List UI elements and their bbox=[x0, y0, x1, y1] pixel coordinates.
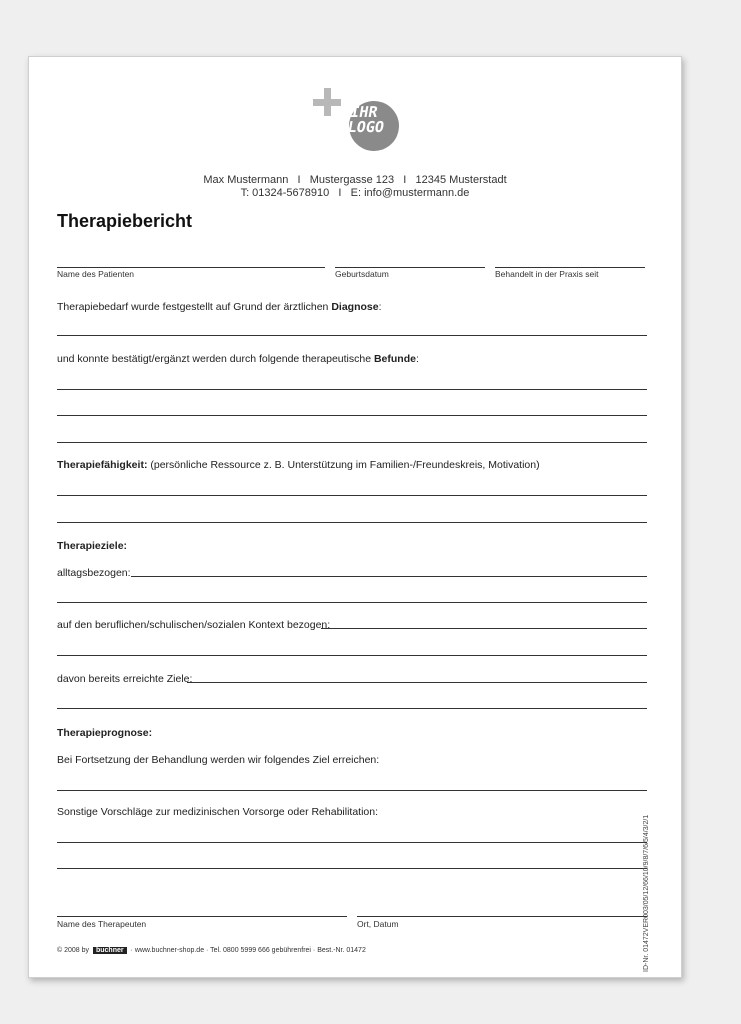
birthdate-line[interactable] bbox=[335, 267, 485, 268]
treated-since-label: Behandelt in der Praxis seit bbox=[495, 269, 599, 279]
header-contact: T: 01324-5678910 I E: info@mustermann.de bbox=[240, 187, 470, 199]
footer-copyright: © 2008 by bbox=[57, 947, 90, 954]
diagnose-suffix: : bbox=[378, 301, 382, 313]
footer-info: · www.buchner-shop.de · Tel. 0800 5999 666 gebührenfrei · Best.-Nr. 01472 bbox=[130, 947, 366, 954]
faehigkeit-text: (persönliche Ressource z. B. Unterstützung im Familien-/Freundeskreis, Motivation) bbox=[147, 459, 540, 471]
treated-since-line[interactable] bbox=[495, 267, 645, 268]
befunde-label bbox=[57, 353, 419, 365]
ziele-heading: Therapieziele: bbox=[57, 540, 128, 552]
vorschlaege-line-2[interactable] bbox=[57, 868, 647, 869]
faehigkeit-bold: Therapiefähigkeit: bbox=[57, 459, 148, 471]
header-address: Max Mustermann I Mustergasse 123 I 12345 Musterstadt bbox=[203, 174, 507, 186]
place-date-line[interactable] bbox=[357, 916, 647, 917]
vorschlaege-label: Sonstige Vorschläge zur medizinischen Vorsorge oder Rehabilitation: bbox=[57, 806, 379, 818]
logo-plus-icon-vertical bbox=[324, 88, 331, 116]
birthdate-label: Geburtsdatum bbox=[335, 269, 389, 279]
patient-name-label: Name des Patienten bbox=[57, 269, 135, 279]
befunde-bold: Befunde bbox=[373, 353, 416, 365]
therapist-name-label: Name des Therapeuten bbox=[57, 919, 147, 929]
ziele-erreicht-line-2[interactable] bbox=[57, 708, 647, 709]
prognose-line[interactable] bbox=[57, 790, 647, 791]
diagnose-line[interactable] bbox=[57, 335, 647, 336]
ziele-kontext-line[interactable] bbox=[321, 628, 647, 629]
therapist-name-line[interactable] bbox=[57, 916, 347, 917]
befunde-line-1[interactable] bbox=[57, 389, 647, 390]
vorschlaege-line-1[interactable] bbox=[57, 842, 647, 843]
page-title: Therapiebericht bbox=[57, 211, 193, 231]
prognose-heading: Therapieprognose: bbox=[57, 727, 153, 739]
logo bbox=[346, 105, 407, 135]
befunde-suffix: : bbox=[415, 353, 419, 365]
patient-name-line[interactable] bbox=[57, 267, 325, 268]
logo-line2: LOGO bbox=[346, 118, 386, 136]
ziele-erreicht-line[interactable] bbox=[187, 682, 647, 683]
logo-line1: IHR bbox=[348, 103, 380, 121]
document-sheet bbox=[28, 56, 682, 978]
diagnose-prefix: Therapiebedarf wurde festgestellt auf Grund der ärztlichen bbox=[57, 301, 332, 313]
place-date-label: Ort, Datum bbox=[357, 919, 399, 929]
ziele-alltag-line-2[interactable] bbox=[57, 602, 647, 603]
befunde-prefix: und konnte bestätigt/ergänzt werden durch folgende therapeutische bbox=[57, 353, 374, 365]
prognose-label: Bei Fortsetzung der Behandlung werden wir folgendes Ziel erreichen: bbox=[57, 754, 380, 766]
footer-brand-logo: buchner bbox=[93, 947, 127, 954]
ziele-kontext-label: auf den beruflichen/schulischen/sozialen Kontext bezogen: bbox=[57, 619, 331, 631]
footer bbox=[57, 947, 366, 954]
ziele-kontext-line-2[interactable] bbox=[57, 655, 647, 656]
diagnose-label bbox=[57, 301, 382, 313]
faehigkeit-label bbox=[57, 459, 540, 471]
faehigkeit-line-1[interactable] bbox=[57, 495, 647, 496]
faehigkeit-line-2[interactable] bbox=[57, 522, 647, 523]
befunde-line-2[interactable] bbox=[57, 415, 647, 416]
side-id-code: ID-Nr. 01472VER003/05/12/66/10/9/8/7/6/5/4/3/2/1 bbox=[643, 814, 650, 972]
befunde-line-3[interactable] bbox=[57, 442, 647, 443]
ziele-alltag-line[interactable] bbox=[131, 576, 647, 577]
diagnose-bold: Diagnose bbox=[331, 301, 379, 313]
ziele-erreicht-label: davon bereits erreichte Ziele: bbox=[57, 673, 193, 685]
ziele-alltag-label: alltagsbezogen: bbox=[57, 567, 131, 579]
